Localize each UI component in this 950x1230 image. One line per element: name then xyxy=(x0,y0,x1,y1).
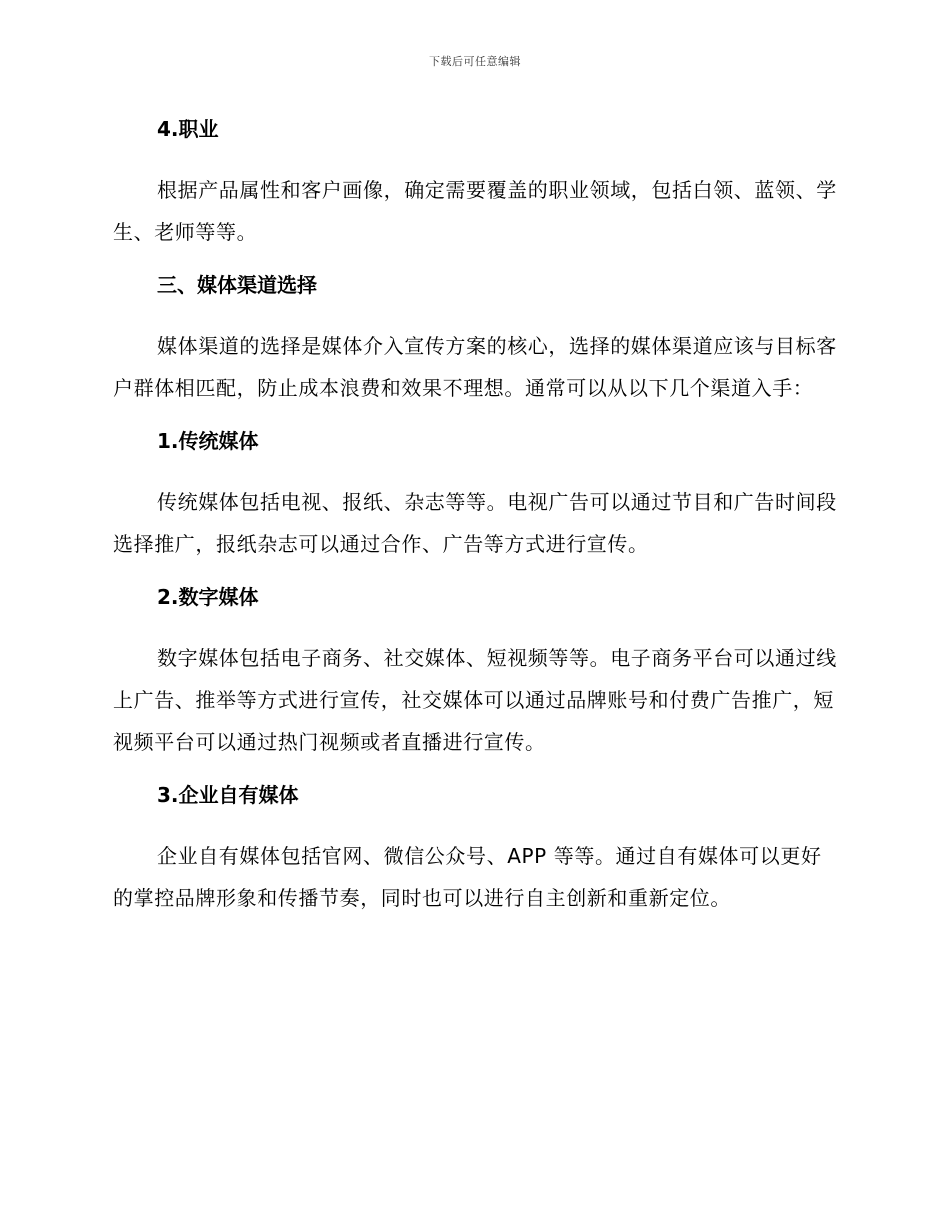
section-heading-occupation: 4.职业 xyxy=(157,117,219,141)
paragraph-traditional-media: 传统媒体包括电视、报纸、杂志等等。电视广告可以通过节目和广告时间段选择推广，报纸杂志可以通过合作、广告等方式进行宣传。 xyxy=(113,490,837,556)
paragraph-owned-media: 企业自有媒体包括官网、微信公众号、APP 等等。通过自有媒体可以更好的掌控品牌形象和传播节奏，同时也可以进行自主创新和重新定位。 xyxy=(113,844,822,910)
section-heading-media-channel: 三、媒体渠道选择 xyxy=(157,273,317,297)
header-note: 下载后可任意编辑 xyxy=(429,55,521,68)
section-heading-owned-media: 3.企业自有媒体 xyxy=(157,783,299,807)
paragraph-media-channel: 媒体渠道的选择是媒体介入宣传方案的核心，选择的媒体渠道应该与目标客户群体相匹配，防止成本浪费和效果不理想。通常可以从以下几个渠道入手： xyxy=(113,334,837,400)
document-body xyxy=(113,113,838,919)
section-heading-traditional-media: 1.传统媒体 xyxy=(157,429,259,453)
section-heading-digital-media: 2.数字媒体 xyxy=(157,585,259,609)
paragraph-occupation: 根据产品属性和客户画像，确定需要覆盖的职业领域，包括白领、蓝领、学生、老师等等。 xyxy=(113,178,837,244)
paragraph-digital-media: 数字媒体包括电子商务、社交媒体、短视频等等。电子商务平台可以通过线上广告、推举等方式进行宣传，社交媒体可以通过品牌账号和付费广告推广，短视频平台可以通过热门视频或者直播进行宣传。 xyxy=(113,646,837,754)
